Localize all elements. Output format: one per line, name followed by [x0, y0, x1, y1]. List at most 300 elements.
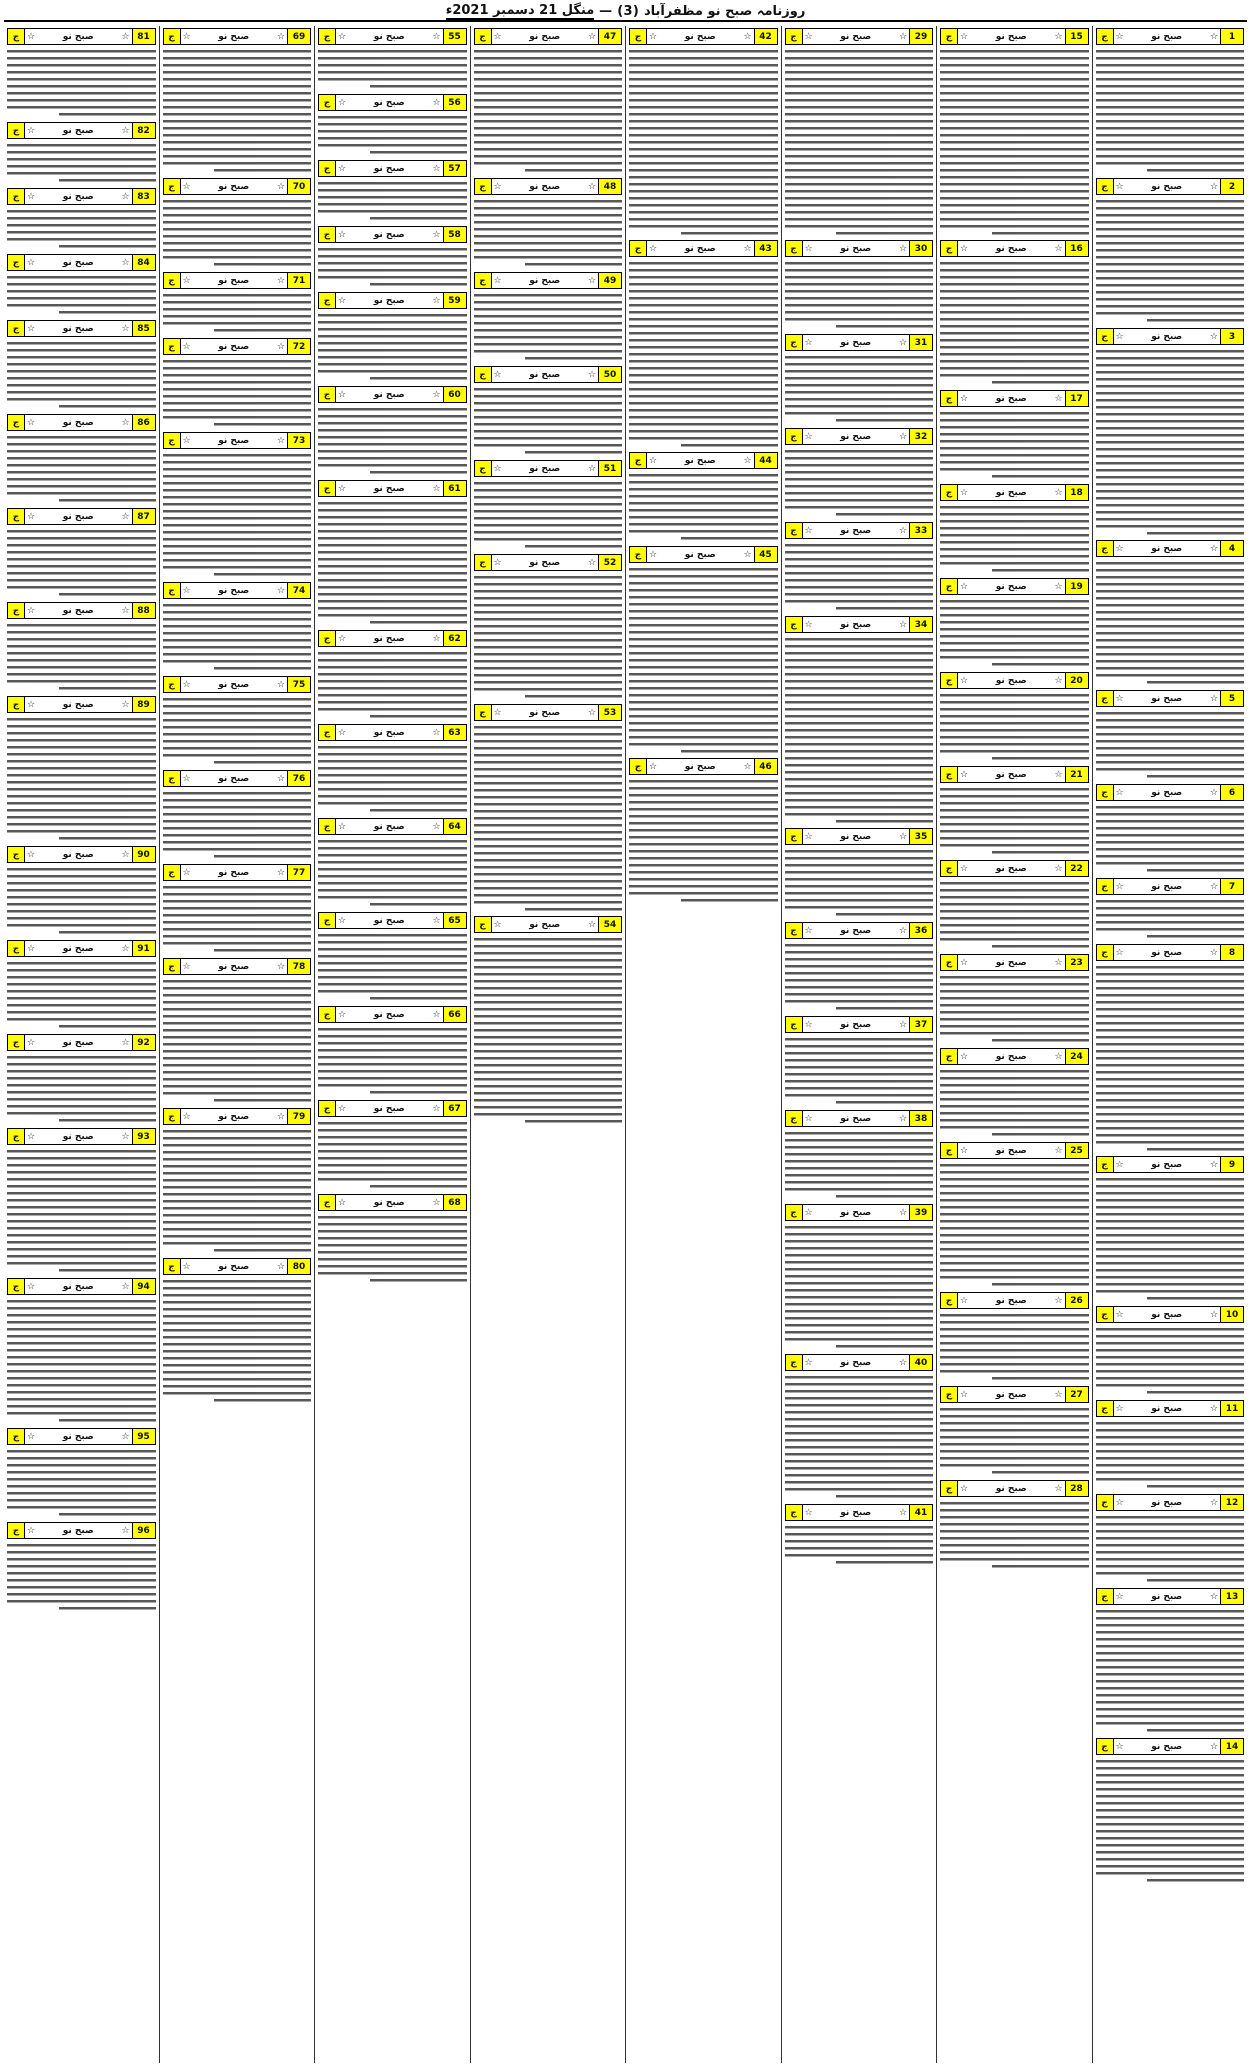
classified-ad: [474, 178, 623, 269]
star-icon: ☆: [182, 1261, 191, 1272]
brand-label: صبح نو: [373, 97, 405, 108]
classified-ad: [318, 480, 467, 627]
star-icon: ☆: [26, 125, 36, 136]
classified-ad: [1096, 1494, 1245, 1585]
ad-header-strip: [163, 178, 312, 195]
brand-logo-icon: ج: [164, 339, 181, 354]
ad-header-strip: [785, 1354, 934, 1371]
ad-body-text: [629, 777, 778, 905]
star-icon: ☆: [26, 31, 36, 42]
star-icon: ☆: [493, 463, 502, 474]
star-icon: ☆: [1209, 947, 1219, 958]
brand-logo-icon: ج: [475, 367, 492, 382]
ad-number: 62: [443, 631, 466, 646]
ad-body-text: [940, 691, 1089, 763]
star-icon: ☆: [587, 919, 597, 930]
star-icon: ☆: [959, 863, 969, 874]
brand-label: صبح نو: [62, 511, 94, 522]
brand-label: صبح نو: [529, 463, 561, 474]
ad-body-text: [785, 1373, 934, 1501]
classified-ad: [629, 758, 778, 905]
ad-body-text: [7, 1053, 156, 1125]
classified-ad: [318, 160, 467, 223]
star-icon: ☆: [432, 229, 441, 240]
ad-number: 54: [598, 917, 621, 932]
ad-body-text: [7, 1541, 156, 1613]
ad-number: 79: [287, 1109, 310, 1124]
brand-logo-icon: ج: [475, 179, 492, 194]
classified-ad: [629, 546, 778, 755]
ad-number: 75: [287, 677, 310, 692]
brand-label: صبح نو: [529, 181, 561, 192]
classified-ad: [7, 254, 156, 317]
brand-label: صبح نو: [529, 369, 561, 380]
star-icon: ☆: [182, 341, 191, 352]
classified-ad: [1096, 178, 1245, 325]
brand-logo-icon: ج: [319, 819, 336, 834]
star-icon: ☆: [182, 585, 191, 596]
star-icon: ☆: [1115, 787, 1124, 798]
ad-body-text: [318, 113, 467, 157]
ad-body-text: [940, 503, 1089, 575]
ad-number: 96: [132, 1523, 155, 1538]
star-icon: ☆: [276, 867, 286, 878]
ad-header-strip: [940, 1142, 1089, 1159]
ad-header-strip: [629, 758, 778, 775]
brand-label: صبح نو: [373, 483, 405, 494]
ad-body-text: [1096, 1513, 1245, 1585]
brand-label: صبح نو: [684, 549, 716, 560]
star-icon: ☆: [337, 229, 347, 240]
star-icon: ☆: [1209, 331, 1219, 342]
brand-logo-icon: ج: [941, 1481, 958, 1496]
star-icon: ☆: [121, 1431, 130, 1442]
ad-body-text: [7, 47, 156, 119]
brand-label: صبح نو: [373, 1103, 405, 1114]
star-icon: ☆: [121, 1037, 130, 1048]
brand-label: صبح نو: [373, 727, 405, 738]
ad-header-strip: [1096, 28, 1245, 45]
brand-logo-icon: ج: [1097, 691, 1114, 706]
ad-header-strip: [474, 704, 623, 721]
star-icon: ☆: [804, 243, 813, 254]
ad-header-strip: [1096, 1494, 1245, 1511]
ad-number: 38: [909, 1111, 932, 1126]
star-icon: ☆: [1115, 31, 1124, 42]
star-icon: ☆: [432, 1009, 441, 1020]
ad-body-text: [1096, 1607, 1245, 1735]
brand-logo-icon: ج: [941, 767, 958, 782]
ad-header-strip: [163, 676, 312, 693]
star-icon: ☆: [26, 605, 36, 616]
brand-logo-icon: ج: [941, 861, 958, 876]
brand-logo-icon: ج: [319, 1195, 336, 1210]
brand-label: صبح نو: [62, 417, 94, 428]
star-icon: ☆: [1209, 1497, 1219, 1508]
star-icon: ☆: [587, 181, 597, 192]
star-icon: ☆: [959, 1389, 969, 1400]
star-icon: ☆: [898, 1207, 908, 1218]
ad-header-strip: [163, 1108, 312, 1125]
brand-logo-icon: ج: [164, 1109, 181, 1124]
brand-logo-icon: ج: [8, 415, 25, 430]
star-icon: ☆: [26, 699, 36, 710]
ad-body-text: [474, 197, 623, 269]
star-icon: ☆: [432, 31, 441, 42]
ad-header-strip: [785, 922, 934, 939]
ad-header-strip: [1096, 784, 1245, 801]
star-icon: ☆: [121, 943, 130, 954]
brand-label: صبح نو: [995, 769, 1027, 780]
star-icon: ☆: [182, 773, 191, 784]
brand-logo-icon: ج: [941, 485, 958, 500]
star-icon: ☆: [121, 605, 130, 616]
ad-body-text: [785, 941, 934, 1013]
ad-body-text: [163, 695, 312, 767]
brand-logo-icon: ج: [8, 1129, 25, 1144]
ad-header-strip: [940, 28, 1089, 45]
brand-label: صبح نو: [373, 633, 405, 644]
ad-header-strip: [1096, 1738, 1245, 1755]
classified-ad: [163, 582, 312, 673]
ad-number: 86: [132, 415, 155, 430]
ad-body-text: [785, 447, 934, 519]
brand-label: صبح نو: [373, 389, 405, 400]
ad-number: 85: [132, 321, 155, 336]
ad-header-strip: [7, 508, 156, 525]
star-icon: ☆: [182, 181, 191, 192]
brand-label: صبح نو: [218, 341, 250, 352]
ad-header-strip: [474, 28, 623, 45]
classified-ad: [785, 1110, 934, 1201]
brand-logo-icon: ج: [786, 829, 803, 844]
classified-ad: [785, 1016, 934, 1107]
brand-logo-icon: ج: [475, 461, 492, 476]
ad-header-strip: [940, 240, 1089, 257]
classified-ad: [7, 28, 156, 119]
classified-ad: [318, 630, 467, 721]
star-icon: ☆: [587, 369, 597, 380]
star-icon: ☆: [804, 831, 813, 842]
star-icon: ☆: [959, 769, 969, 780]
star-icon: ☆: [26, 323, 36, 334]
classified-ad: [163, 1258, 312, 1405]
star-icon: ☆: [804, 31, 813, 42]
brand-logo-icon: ج: [941, 1387, 958, 1402]
classified-ad: [318, 818, 467, 909]
ad-number: 15: [1065, 29, 1088, 44]
star-icon: ☆: [493, 919, 502, 930]
brand-logo-icon: ج: [319, 631, 336, 646]
classified-ad: [785, 922, 934, 1013]
star-icon: ☆: [804, 1019, 813, 1030]
ad-number: 71: [287, 273, 310, 288]
brand-label: صبح نو: [1151, 543, 1183, 554]
ad-body-text: [1096, 1325, 1245, 1397]
ad-header-strip: [629, 546, 778, 563]
ad-header-strip: [1096, 328, 1245, 345]
brand-logo-icon: ج: [630, 453, 647, 468]
ad-number: 45: [754, 547, 777, 562]
ad-number: 3: [1220, 329, 1243, 344]
ad-header-strip: [785, 1204, 934, 1221]
star-icon: ☆: [337, 389, 347, 400]
ad-header-strip: [785, 28, 934, 45]
star-icon: ☆: [1115, 1497, 1124, 1508]
classified-ad: [474, 460, 623, 551]
masthead-page-number: (3): [617, 3, 640, 19]
ad-body-text: [318, 1119, 467, 1191]
ad-number: 77: [287, 865, 310, 880]
brand-logo-icon: ج: [8, 1279, 25, 1294]
brand-logo-icon: ج: [630, 241, 647, 256]
ad-number: 60: [443, 387, 466, 402]
brand-label: صبح نو: [529, 557, 561, 568]
classified-ad: [318, 292, 467, 383]
star-icon: ☆: [337, 915, 347, 926]
star-icon: ☆: [1115, 693, 1124, 704]
brand-label: صبح نو: [218, 435, 250, 446]
brand-label: صبح نو: [995, 675, 1027, 686]
brand-logo-icon: ج: [164, 179, 181, 194]
brand-logo-icon: ج: [319, 1101, 336, 1116]
brand-logo-icon: ج: [164, 273, 181, 288]
star-icon: ☆: [121, 31, 130, 42]
ad-header-strip: [940, 1292, 1089, 1309]
classified-ad: [940, 1292, 1089, 1383]
masthead: روزنامہ صبح نو مظفرآباد (3) — منگل 21 دسمبر 2021ء: [4, 2, 1247, 22]
star-icon: ☆: [1054, 31, 1063, 42]
brand-logo-icon: ج: [630, 547, 647, 562]
star-icon: ☆: [121, 1281, 130, 1292]
ad-header-strip: [474, 366, 623, 383]
brand-logo-icon: ج: [8, 941, 25, 956]
classified-ad: [785, 240, 934, 331]
ad-body-text: [318, 1025, 467, 1097]
ad-number: 57: [443, 161, 466, 176]
ad-header-strip: [1096, 1156, 1245, 1173]
ad-body-text: [163, 291, 312, 335]
ad-number: 28: [1065, 1481, 1088, 1496]
ad-header-strip: [1096, 944, 1245, 961]
classified-ad: [474, 704, 623, 913]
ad-body-text: [629, 259, 778, 449]
ad-number: 43: [754, 241, 777, 256]
brand-logo-icon: ج: [475, 917, 492, 932]
column-1: [1092, 26, 1248, 2063]
ad-number: 27: [1065, 1387, 1088, 1402]
star-icon: ☆: [1209, 1591, 1219, 1602]
star-icon: ☆: [432, 633, 441, 644]
classified-ad: [1096, 1306, 1245, 1397]
brand-label: صبح نو: [840, 1019, 872, 1030]
star-icon: ☆: [337, 633, 347, 644]
ad-number: 73: [287, 433, 310, 448]
brand-label: صبح نو: [995, 581, 1027, 592]
brand-logo-icon: ج: [786, 29, 803, 44]
star-icon: ☆: [121, 511, 130, 522]
brand-logo-icon: ج: [786, 523, 803, 538]
ad-number: 67: [443, 1101, 466, 1116]
ad-number: 64: [443, 819, 466, 834]
star-icon: ☆: [648, 243, 658, 254]
classified-ad: [1096, 328, 1245, 537]
star-icon: ☆: [898, 337, 908, 348]
brand-label: صبح نو: [373, 295, 405, 306]
star-icon: ☆: [121, 191, 130, 202]
star-icon: ☆: [182, 1111, 191, 1122]
brand-label: صبح نو: [529, 919, 561, 930]
brand-label: صبح نو: [62, 1431, 94, 1442]
star-icon: ☆: [121, 417, 130, 428]
ad-body-text: [785, 259, 934, 331]
ad-number: 56: [443, 95, 466, 110]
brand-label: صبح نو: [684, 455, 716, 466]
ad-number: 82: [132, 123, 155, 138]
ad-body-text: [163, 977, 312, 1105]
classified-ad: [629, 240, 778, 449]
ad-number: 33: [909, 523, 932, 538]
ad-number: 69: [287, 29, 310, 44]
column-2: [936, 26, 1092, 2063]
star-icon: ☆: [743, 31, 752, 42]
ad-body-text: [940, 1161, 1089, 1289]
ad-body-text: [1096, 897, 1245, 941]
star-icon: ☆: [1054, 863, 1063, 874]
ad-header-strip: [1096, 1588, 1245, 1605]
ad-number: 24: [1065, 1049, 1088, 1064]
star-icon: ☆: [26, 1525, 36, 1536]
star-icon: ☆: [276, 585, 286, 596]
ad-number: 2: [1220, 179, 1243, 194]
ad-number: 34: [909, 617, 932, 632]
classified-ad: [940, 28, 1089, 237]
classified-ad: [318, 386, 467, 477]
brand-label: صبح نو: [995, 393, 1027, 404]
brand-label: صبح نو: [218, 1261, 250, 1272]
ad-number: 42: [754, 29, 777, 44]
star-icon: ☆: [898, 243, 908, 254]
star-icon: ☆: [1115, 1159, 1124, 1170]
brand-logo-icon: ج: [941, 1049, 958, 1064]
classified-ad: [163, 178, 312, 269]
ad-number: 47: [598, 29, 621, 44]
ad-number: 25: [1065, 1143, 1088, 1158]
brand-label: صبح نو: [218, 679, 250, 690]
brand-logo-icon: ج: [941, 241, 958, 256]
masthead-title: روزنامہ صبح نو مظفرآباد: [643, 3, 806, 19]
star-icon: ☆: [743, 243, 752, 254]
brand-logo-icon: ج: [8, 189, 25, 204]
brand-label: صبح نو: [1151, 947, 1183, 958]
ad-body-text: [474, 573, 623, 701]
ad-header-strip: [318, 28, 467, 45]
ad-header-strip: [474, 178, 623, 195]
star-icon: ☆: [1115, 543, 1124, 554]
ad-body-text: [1096, 963, 1245, 1153]
ad-body-text: [318, 743, 467, 815]
ad-header-strip: [785, 240, 934, 257]
star-icon: ☆: [1115, 1741, 1124, 1752]
classified-ad: [163, 432, 312, 579]
classified-ad: [940, 578, 1089, 669]
classified-ad: [940, 1386, 1089, 1477]
ad-header-strip: [7, 940, 156, 957]
star-icon: ☆: [337, 295, 347, 306]
ad-number: 50: [598, 367, 621, 382]
ad-number: 66: [443, 1007, 466, 1022]
brand-label: صبح نو: [995, 1483, 1027, 1494]
brand-label: صبح نو: [529, 707, 561, 718]
star-icon: ☆: [648, 761, 658, 772]
brand-label: صبح نو: [995, 243, 1027, 254]
ad-body-text: [940, 597, 1089, 669]
ad-number: 93: [132, 1129, 155, 1144]
brand-logo-icon: ج: [1097, 29, 1114, 44]
ad-number: 9: [1220, 1157, 1243, 1172]
ad-body-text: [940, 973, 1089, 1045]
brand-label: صبح نو: [529, 31, 561, 42]
brand-logo-icon: ج: [475, 273, 492, 288]
classified-ad: [318, 94, 467, 157]
brand-logo-icon: ج: [786, 1017, 803, 1032]
brand-label: صبح نو: [218, 867, 250, 878]
star-icon: ☆: [276, 1261, 286, 1272]
star-icon: ☆: [959, 1483, 969, 1494]
star-icon: ☆: [1209, 181, 1219, 192]
ad-number: 49: [598, 273, 621, 288]
ad-number: 48: [598, 179, 621, 194]
ad-header-strip: [785, 428, 934, 445]
classified-ad: [474, 28, 623, 175]
star-icon: ☆: [1054, 769, 1063, 780]
ad-number: 74: [287, 583, 310, 598]
ad-body-text: [7, 1147, 156, 1275]
ad-header-strip: [163, 864, 312, 881]
brand-logo-icon: ج: [1097, 179, 1114, 194]
ad-number: 76: [287, 771, 310, 786]
ad-header-strip: [940, 860, 1089, 877]
ad-body-text: [785, 1223, 934, 1351]
brand-logo-icon: ج: [786, 923, 803, 938]
brand-label: صبح نو: [995, 957, 1027, 968]
brand-logo-icon: ج: [1097, 1739, 1114, 1754]
ad-number: 8: [1220, 945, 1243, 960]
classified-ad: [785, 28, 934, 237]
ad-number: 94: [132, 1279, 155, 1294]
brand-logo-icon: ج: [8, 1429, 25, 1444]
star-icon: ☆: [804, 925, 813, 936]
brand-label: صبح نو: [840, 337, 872, 348]
classified-ad: [785, 616, 934, 825]
brand-label: صبح نو: [218, 275, 250, 286]
brand-label: صبح نو: [840, 31, 872, 42]
ad-number: 59: [443, 293, 466, 308]
ad-body-text: [1096, 197, 1245, 325]
ad-body-text: [785, 47, 934, 237]
star-icon: ☆: [26, 1281, 36, 1292]
star-icon: ☆: [337, 97, 347, 108]
star-icon: ☆: [121, 849, 130, 860]
brand-logo-icon: ج: [786, 1111, 803, 1126]
ad-header-strip: [318, 480, 467, 497]
brand-label: صبح نو: [62, 849, 94, 860]
classified-ad: [940, 766, 1089, 857]
ad-number: 37: [909, 1017, 932, 1032]
brand-label: صبح نو: [684, 243, 716, 254]
star-icon: ☆: [276, 435, 286, 446]
ad-body-text: [318, 311, 467, 383]
